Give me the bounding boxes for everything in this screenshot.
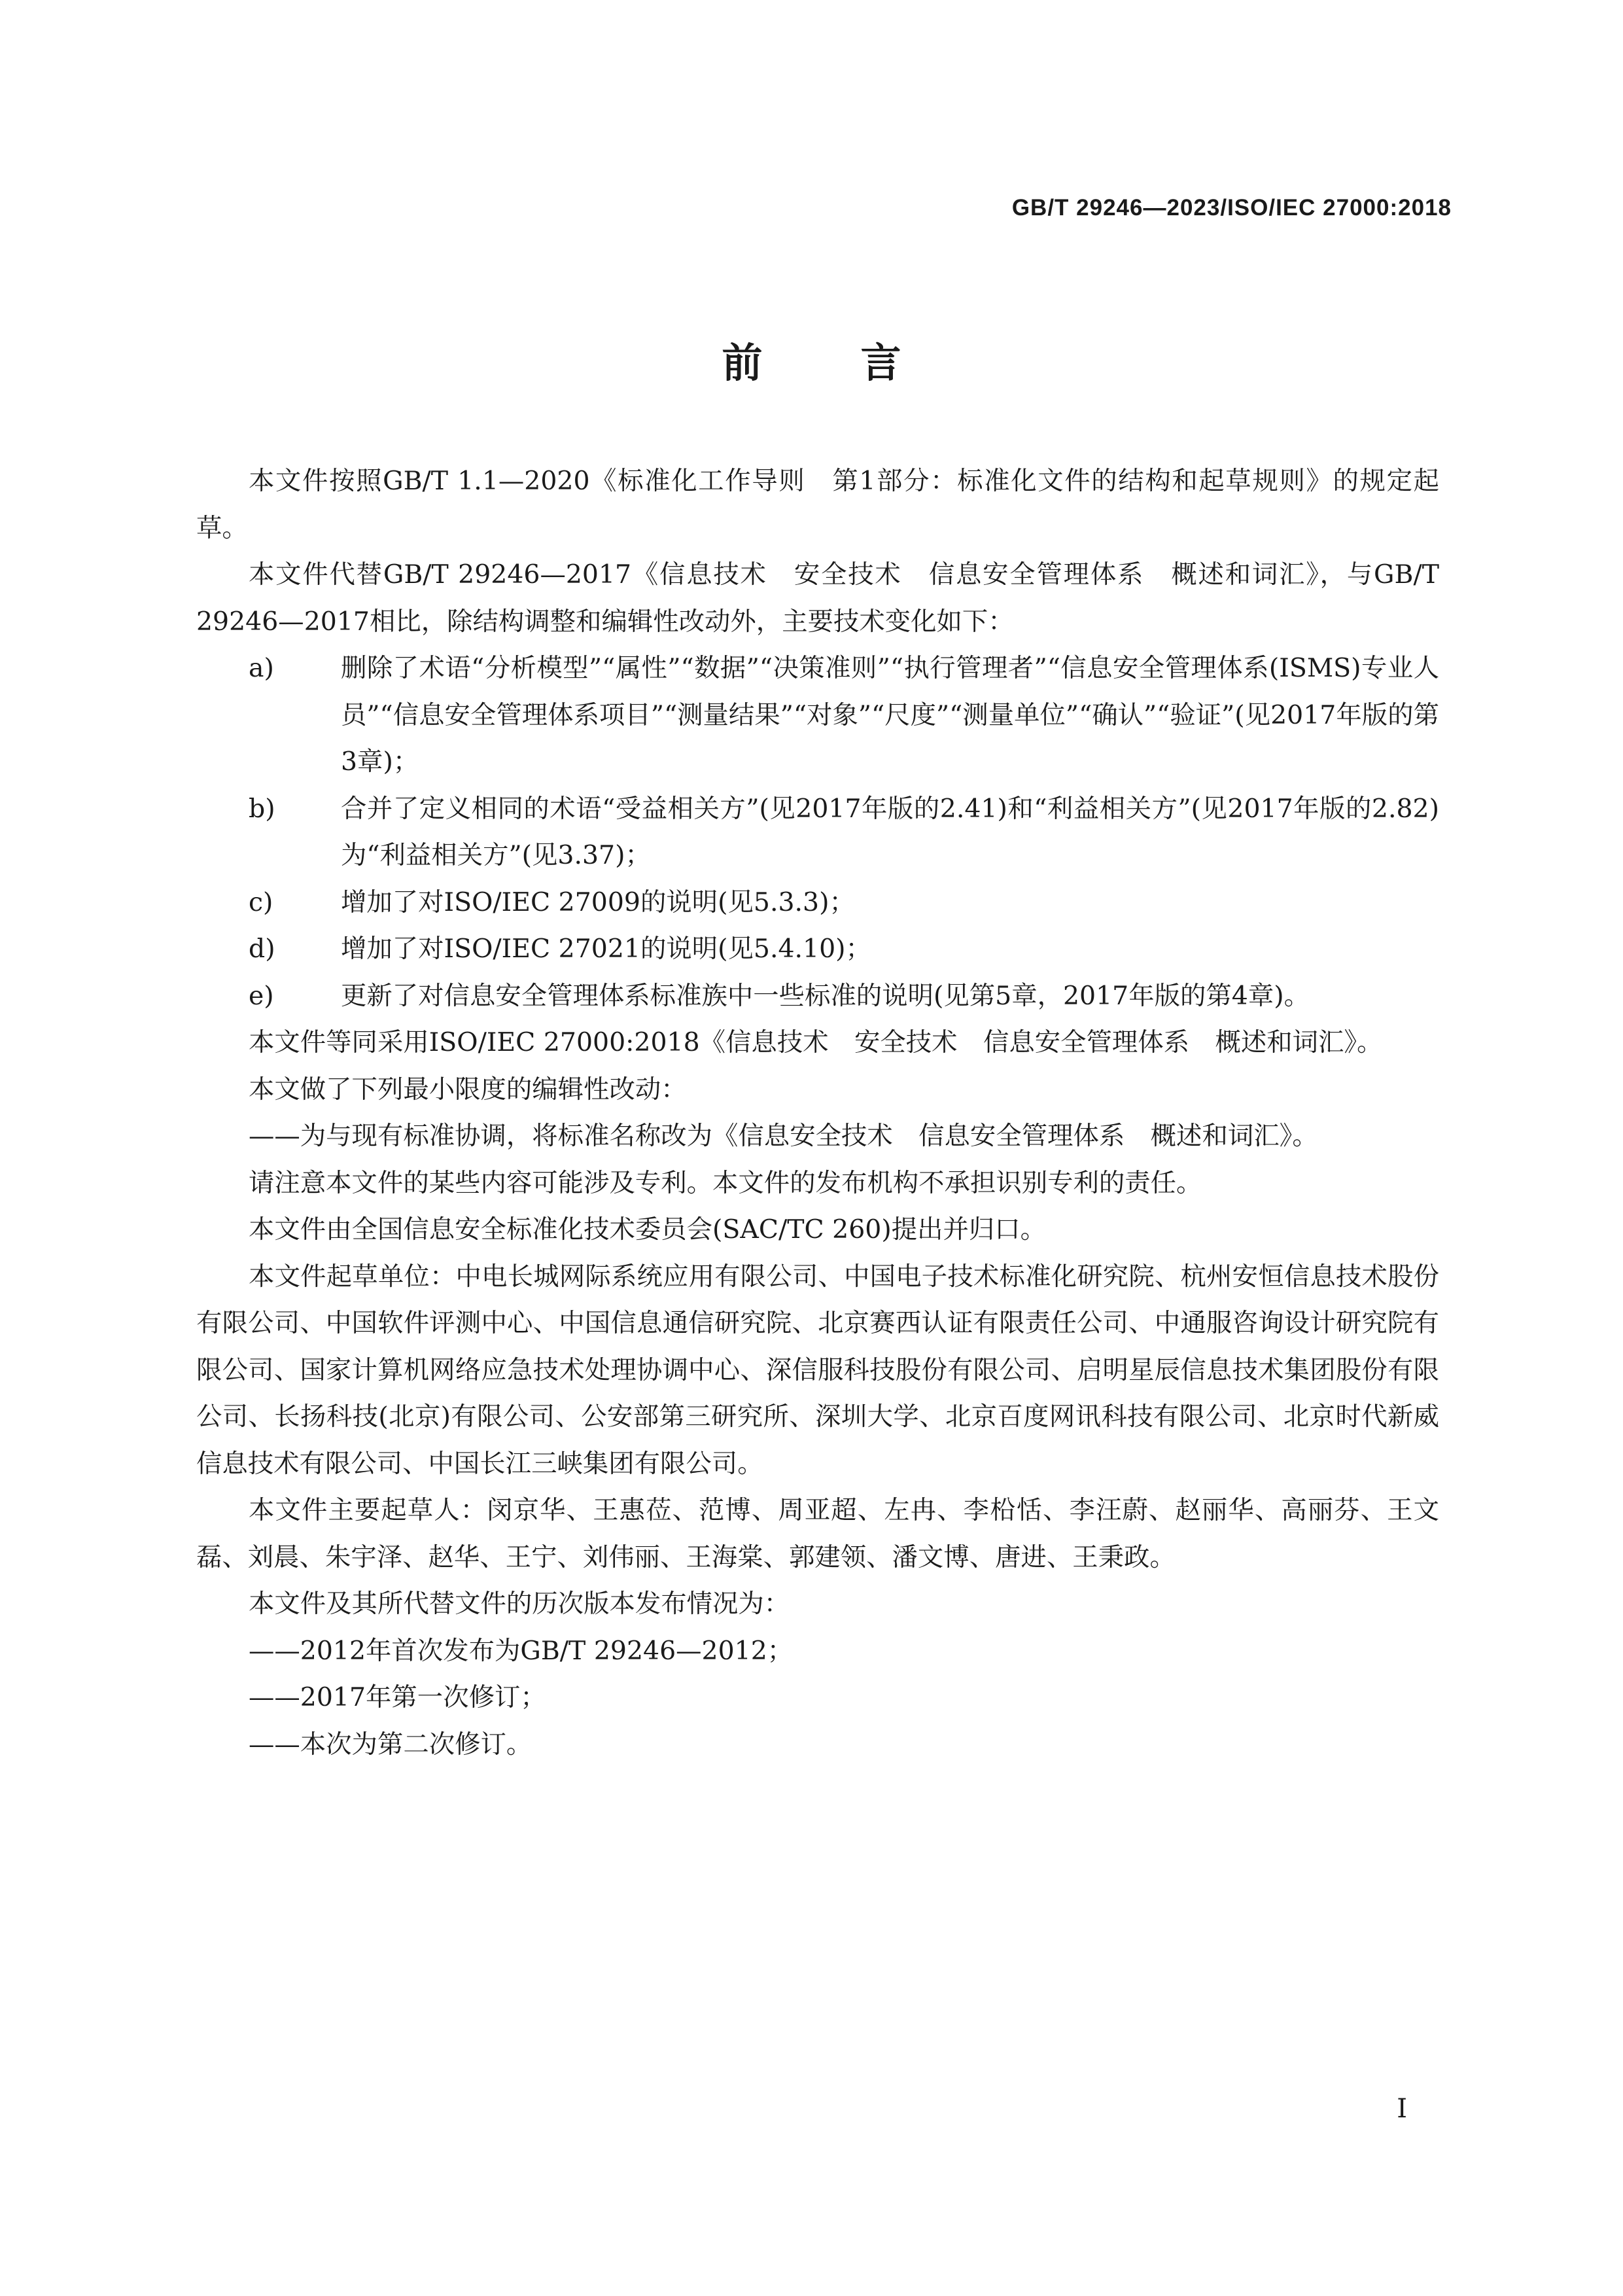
paragraph-drafters: 本文件主要起草人：闵京华、王惠莅、范博、周亚超、左冉、李柗恬、李汪蔚、赵丽华、高丽芬、王文磊、刘晨、朱宇泽、赵华、王宁、刘伟丽、王海棠、郭建领、潘文博、唐进、王秉政。: [196, 1495, 1439, 1572]
list-item-label: d): [249, 934, 275, 964]
paragraph-drafting-organizations: 本文件起草单位：中电长城网际系统应用有限公司、中国电子技术标准化研究院、杭州安恒信息技术股份有限公司、中国软件评测中心、中国信息通信研究院、北京赛西认证有限责任公司、中通服咨询设计研究院有限公司、国家计算机网络应急技术处理协调中心、深信服科技股份有限公司、启明星辰信息技术集团股份有限公司、长扬科技(北京)有限公司、公安部第三研究所、深圳大学、北京百度网讯科技有限公司、北京时代新威信息技术有限公司、中国长江三峡集团有限公司。: [196, 1261, 1439, 1479]
list-item-label: a): [249, 653, 274, 683]
paragraph-drafting-rules: 本文件按照GB/T 1.1—2020《标准化工作导则 第1部分：标准化文件的结构和起草规则》的规定起草。: [196, 466, 1439, 543]
paragraph-replaces: 本文件代替GB/T 29246—2017《信息技术 安全技术 信息安全管理体系 概述和词汇》，与GB/T 29246—2017相比，除结构调整和编辑性改动外，主要技术变化如下：: [196, 559, 1439, 637]
version-history-item: ——2012年首次发布为GB/T 29246—2012；: [249, 1635, 794, 1666]
foreword-body: [196, 458, 1439, 1768]
list-item-label: e): [249, 980, 274, 1011]
version-history-item: ——2017年第一次修订；: [249, 1682, 546, 1712]
list-item-text: 增加了对ISO/IEC 27009的说明(见5.3.3)；: [341, 887, 855, 917]
standard-code: GB/T 29246—2023/ISO/IEC 27000:2018: [1011, 195, 1452, 221]
page-title: 前言: [722, 339, 1000, 387]
list-item: [196, 645, 1439, 786]
list-item: [196, 973, 1439, 1020]
list-item-label: c): [249, 887, 273, 917]
page-number: I: [1397, 2094, 1407, 2124]
list-item-text: 合并了定义相同的术语“受益相关方”(见2017年版的2.41)和“利益相关方”(见2017年版的2.82)为“利益相关方”(见3.37)；: [341, 793, 1439, 870]
list-item: [196, 786, 1439, 879]
list-item-label: b): [249, 793, 275, 824]
list-item-text: 更新了对信息安全管理体系标准族中一些标准的说明(见第5章，2017年版的第4章)。: [341, 980, 1310, 1011]
list-item: [196, 926, 1439, 973]
paragraph-name-change: ——为与现有标准协调，将标准名称改为《信息安全技术 信息安全管理体系 概述和词汇》。: [249, 1121, 1318, 1151]
list-item-text: 增加了对ISO/IEC 27021的说明(见5.4.10)；: [341, 934, 871, 964]
paragraph-editorial-changes: 本文做了下列最小限度的编辑性改动：: [249, 1074, 687, 1104]
list-item: [196, 879, 1439, 927]
paragraph-adoption: 本文件等同采用ISO/IEC 27000:2018《信息技术 安全技术 信息安全管理体系 概述和词汇》。: [249, 1027, 1383, 1057]
list-item-text: 删除了术语“分析模型”“属性”“数据”“决策准则”“执行管理者”“信息安全管理体系(ISMS)专业人员”“信息安全管理体系项目”“测量结果”“对象”“尺度”“测量单位”“确认”“验证”(见2017年版的第3章)；: [341, 653, 1439, 777]
paragraph-patent-notice: 请注意本文件的某些内容可能涉及专利。本文件的发布机构不承担识别专利的责任。: [249, 1167, 1202, 1198]
version-history-item: ——本次为第二次修订。: [249, 1729, 532, 1759]
paragraph-version-history: 本文件及其所代替文件的历次版本发布情况为：: [249, 1589, 790, 1619]
paragraph-proposer: 本文件由全国信息安全标准化技术委员会(SAC/TC 260)提出并归口。: [249, 1214, 1047, 1245]
